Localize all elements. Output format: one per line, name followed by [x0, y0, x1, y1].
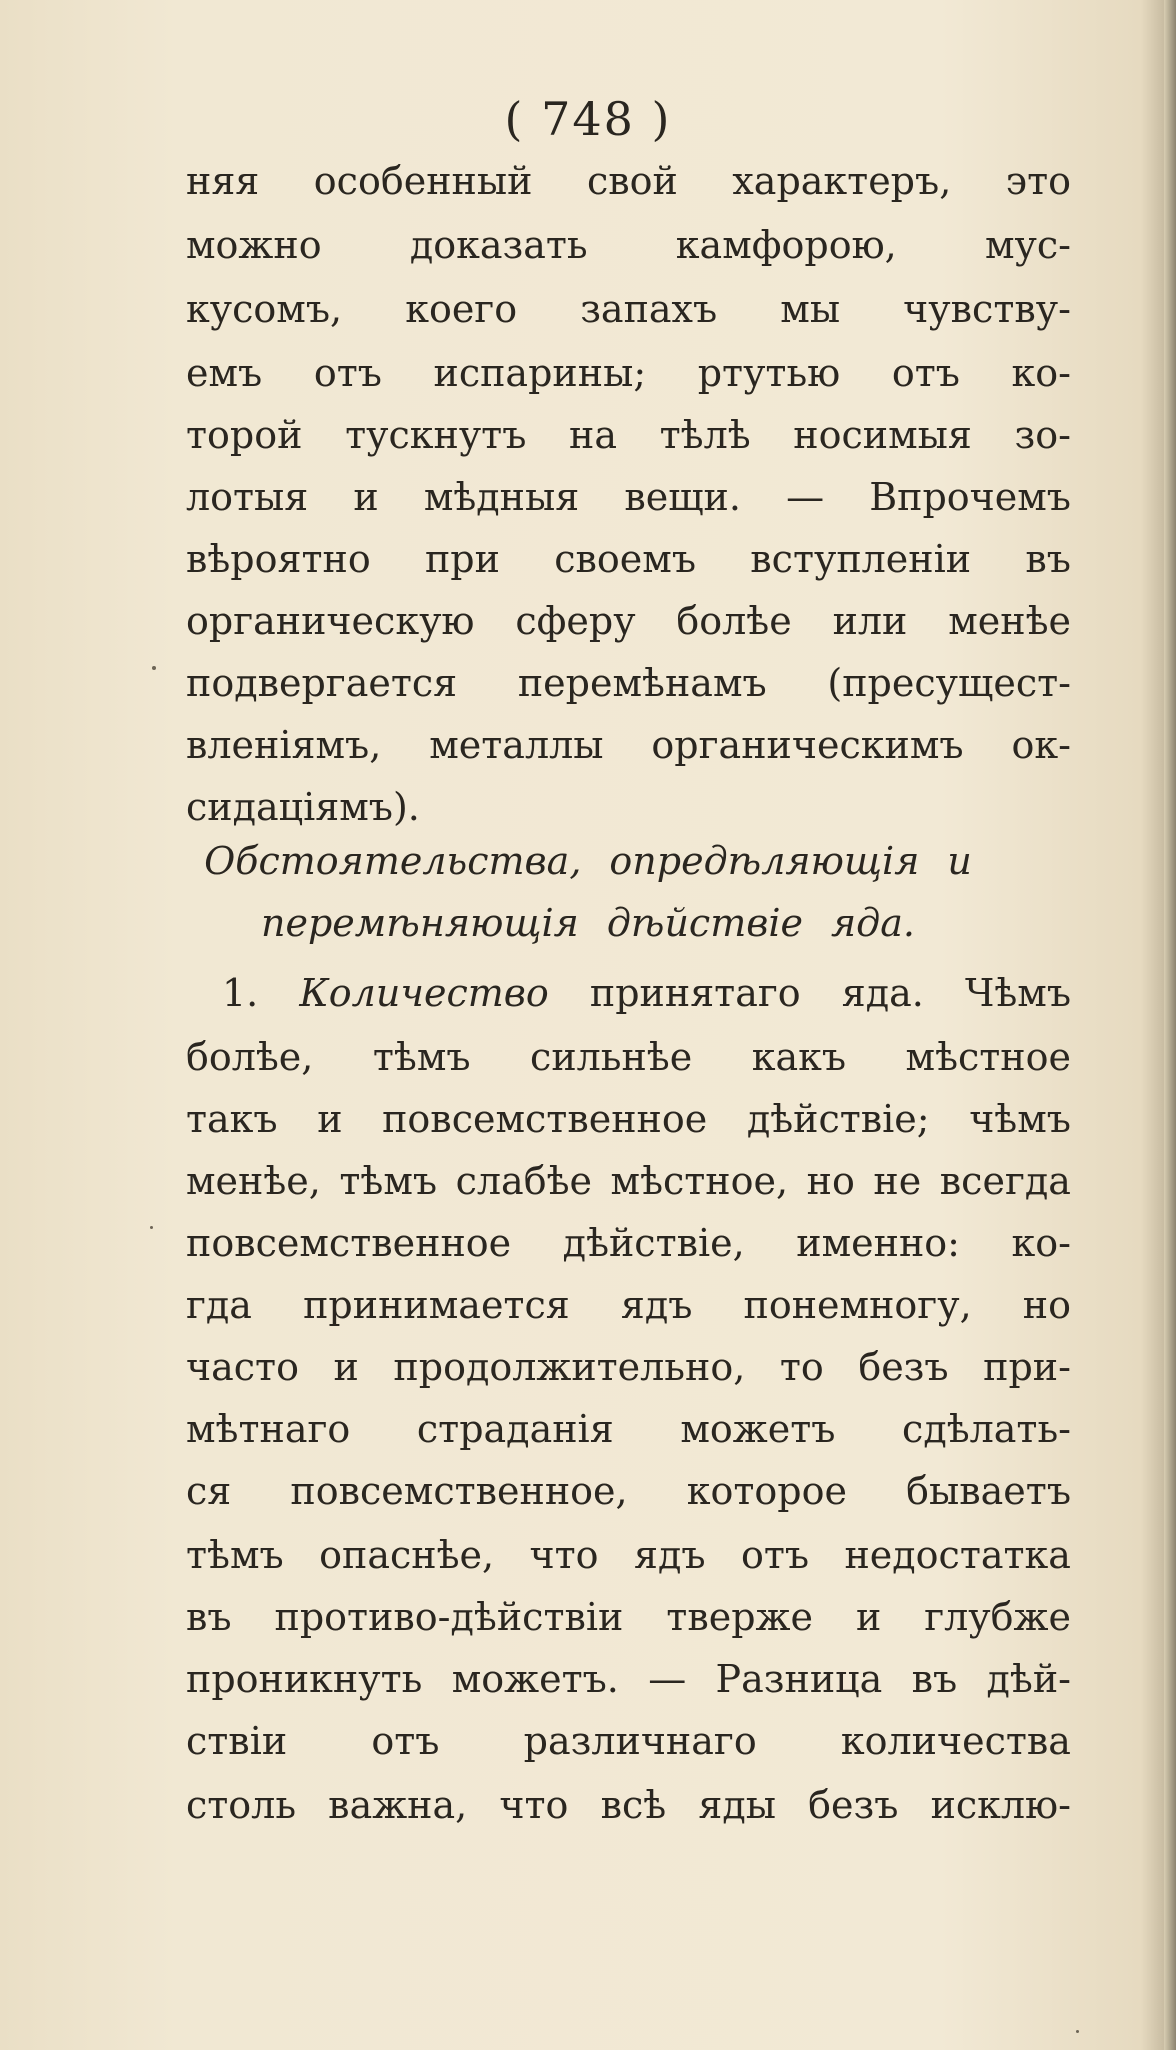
scan-speck: [150, 1226, 153, 1229]
page-number: ( 748 ): [504, 92, 672, 146]
text-line: въ противо-дѣйствіи тверже и глубже: [186, 1595, 1071, 1639]
text-line: столь важна, что всѣ яды безъ исклю-: [186, 1783, 1071, 1827]
text-line: ся повсемственное, которое бываетъ: [186, 1469, 1071, 1513]
text-line: торой тускнутъ на тѣлѣ носимыя зо-: [186, 413, 1071, 457]
text-line: органическую сферу болѣе или менѣе: [186, 599, 1071, 643]
text-line: болѣе, тѣмъ сильнѣе какъ мѣстное: [186, 1035, 1071, 1079]
text-line: ствіи отъ различнаго количества: [186, 1719, 1071, 1763]
section-heading-line-1: Обстоятельства, опредѣляющія и: [204, 839, 972, 883]
text-line: повсемственное дѣйствіе, именно: ко-: [186, 1221, 1071, 1265]
text-line: 1. Количество принятаго яда. Чѣмъ: [222, 971, 1071, 1015]
text-line: вѣроятно при своемъ вступленіи въ: [186, 537, 1071, 581]
text-line: вленіямъ, металлы органическимъ ок-: [186, 723, 1071, 767]
text-line: няя особенный свой характеръ, это: [186, 159, 1071, 203]
text-line: проникнуть можетъ. — Разница въ дѣй-: [186, 1657, 1071, 1701]
text-line: сидаціямъ).: [186, 785, 420, 829]
text-line: подвергается перемѣнамъ (пресущест-: [186, 661, 1071, 705]
text-line: можно доказать камфорою, мус-: [186, 223, 1071, 267]
scan-speck: [1076, 2030, 1079, 2033]
page-edge-shadow: [1164, 0, 1176, 2050]
text-line: гда принимается ядъ понемногу, но: [186, 1283, 1071, 1327]
text-line: такъ и повсемственное дѣйствіе; чѣмъ: [186, 1097, 1071, 1141]
section-heading-line-2: перемѣняющія дѣйствіе яда.: [261, 901, 915, 945]
text-line: емъ отъ испарины; ртутью отъ ко-: [186, 351, 1071, 395]
text-line: тѣмъ опаснѣе, что ядъ отъ недостатка: [186, 1533, 1071, 1577]
text-line: менѣе, тѣмъ слабѣе мѣстное, но не всегда: [186, 1159, 1071, 1203]
text-line: часто и продолжительно, то безъ при-: [186, 1345, 1071, 1389]
text-line: лотыя и мѣдныя вещи. — Впрочемъ: [186, 475, 1071, 519]
text-line: мѣтнаго страданія можетъ сдѣлать-: [186, 1407, 1071, 1451]
scan-speck: [152, 666, 156, 670]
text-line: кусомъ, коего запахъ мы чувству-: [186, 287, 1071, 331]
